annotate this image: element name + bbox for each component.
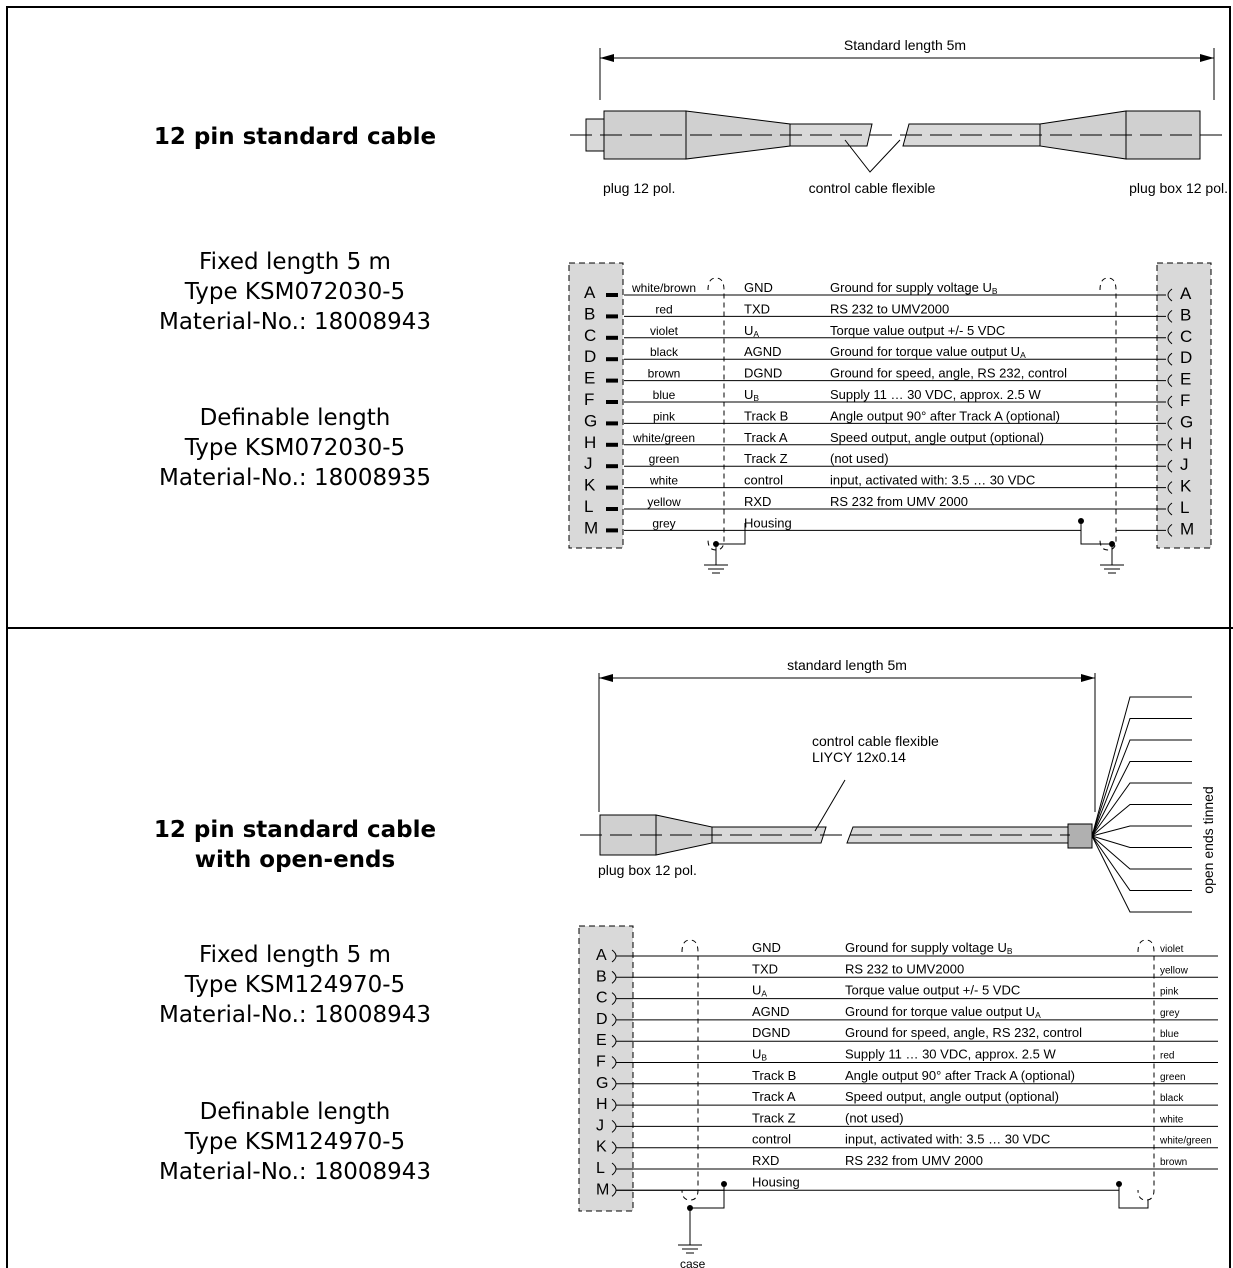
- pin-label-left: F: [584, 390, 595, 409]
- signal-description: Torque value output +/- 5 VDC: [830, 322, 1006, 338]
- wiring-row-F: [584, 387, 1190, 410]
- signal-description: input, activated with: 3.5 … 30 VDC: [830, 472, 1036, 488]
- section1-fixed-line1: Fixed length 5 m: [199, 249, 391, 275]
- signal-description: Speed output, angle output (optional): [830, 429, 1044, 445]
- signal-label: DGND: [744, 365, 783, 381]
- wire-color-label: violet: [1160, 944, 1184, 955]
- wire-color-label: blue: [652, 388, 676, 402]
- pin-label-left: K: [584, 475, 596, 495]
- plug-connector-box: [569, 263, 623, 548]
- pin-label: C: [596, 989, 608, 1007]
- signal-label: RXD: [744, 494, 772, 509]
- wire-color-label: green: [1160, 1071, 1186, 1083]
- wire-color-label: grey: [652, 516, 676, 531]
- pin-stub: [606, 293, 618, 297]
- pin-label-right: L: [1180, 498, 1190, 517]
- cable-end-sleeve: [1068, 824, 1092, 848]
- signal-description: Speed output, angle output (optional): [845, 1089, 1059, 1105]
- signal-description: Ground for torque value output UA: [845, 1003, 1041, 1020]
- signal-description: RS 232 to UMV2000: [830, 301, 950, 317]
- pin-label-right: M: [1180, 519, 1195, 539]
- pin-label-right: G: [1180, 412, 1194, 432]
- signal-label: Track Z: [744, 451, 788, 467]
- signal-label: Track B: [744, 408, 789, 424]
- wiring-row-L: [596, 1153, 1218, 1177]
- open-end-wire: [1092, 826, 1192, 836]
- wiring-row-J: [584, 451, 1189, 474]
- wiring-row-M: [596, 1174, 1119, 1198]
- section1-def-line1: Definable length: [199, 405, 391, 431]
- signal-label: control: [744, 472, 784, 488]
- section1-fixed-line2: Type KSM072030-5: [184, 279, 406, 305]
- pin-stub: [606, 314, 618, 318]
- plugbox-label-2: plug box 12 pol.: [598, 862, 697, 878]
- open-ends-fan: [1092, 697, 1192, 912]
- signal-label: DGND: [752, 1025, 791, 1041]
- signal-description: Ground for supply voltage UB: [845, 940, 1013, 956]
- pin-label-right: C: [1180, 326, 1193, 346]
- pin-stub: [606, 400, 618, 404]
- pin-stub: [606, 379, 618, 383]
- signal-description: Supply 11 … 30 VDC, approx. 2.5 W: [845, 1046, 1056, 1062]
- wire-color-label: green: [648, 452, 680, 467]
- section1-title-text: 12 pin standard cable: [153, 124, 437, 150]
- wire-color-label: violet: [649, 323, 679, 338]
- signal-label: Track Z: [752, 1110, 796, 1126]
- wire-color-label: pink: [1160, 986, 1179, 998]
- case-label: case: [680, 1257, 706, 1268]
- wire-color-label: blue: [1160, 1029, 1179, 1041]
- pin-label: F: [596, 1053, 606, 1071]
- pin-label: D: [596, 1010, 608, 1028]
- pin-label-left: E: [584, 368, 596, 388]
- open-end-wire: [1092, 836, 1192, 891]
- signal-label: AGND: [744, 344, 782, 360]
- pin-label-right: F: [1180, 391, 1191, 410]
- pin-label: E: [596, 1032, 607, 1050]
- wire-color-label: white/green: [1160, 1135, 1212, 1147]
- shield-right-2: [1138, 940, 1154, 1200]
- section1-cable-drawing: [570, 37, 1230, 196]
- signal-description: (not used): [830, 451, 889, 467]
- signal-label: GND: [744, 280, 773, 295]
- wiring-row-D: [584, 344, 1192, 367]
- signal-description: RS 232 from UMV 2000: [830, 494, 969, 509]
- section1-def-line2: Type KSM072030-5: [184, 435, 406, 461]
- section2-title-line2: with open-ends: [194, 847, 396, 873]
- pin-label: J: [596, 1117, 604, 1135]
- wiring-row-L: [584, 494, 1189, 517]
- pin-label-left: L: [584, 497, 594, 516]
- signal-description: RS 232 from UMV 2000: [845, 1153, 984, 1168]
- wire-color-label: white/green: [632, 430, 696, 445]
- section2-title-line1: 12 pin standard cable: [153, 817, 437, 843]
- open-end-wire: [1092, 719, 1192, 837]
- pin-label-left: H: [584, 432, 597, 452]
- signal-label: control: [752, 1131, 792, 1147]
- pin-label: A: [596, 947, 607, 964]
- section2-def-line2: Type KSM124970-5: [184, 1129, 406, 1155]
- pin-label: L: [596, 1160, 605, 1177]
- plugbox-label: plug box 12 pol.: [1129, 180, 1228, 196]
- wire-color-label: brown: [647, 366, 681, 381]
- pin-label-left: M: [584, 518, 599, 538]
- signal-label: TXD: [744, 301, 770, 317]
- wiring-row-B: [584, 301, 1191, 324]
- wire-color-label: black: [649, 345, 679, 360]
- signal-label: UA: [744, 322, 760, 339]
- pin-stub: [606, 507, 618, 511]
- pin-label: B: [596, 968, 607, 986]
- open-ends-label: open ends tinned: [1200, 786, 1216, 894]
- pin-label-left: C: [584, 325, 597, 345]
- length-label-2: standard length 5m: [787, 657, 907, 673]
- signal-label: AGND: [752, 1003, 790, 1019]
- pin-label: G: [596, 1074, 609, 1092]
- wire-color-label: white: [1160, 1114, 1184, 1126]
- open-end-wire: [1092, 836, 1192, 848]
- wiring-row-K: [584, 473, 1192, 496]
- pin-stub: [606, 464, 618, 468]
- wire-color-label: brown: [1160, 1157, 1188, 1168]
- pin-label-left: J: [584, 454, 593, 474]
- wiring-row-C: [584, 323, 1192, 346]
- wire-color-label: white/brown: [631, 281, 697, 295]
- signal-label: GND: [752, 940, 781, 955]
- section2-def-line3: Material-No.: 18008943: [158, 1159, 432, 1185]
- wire-color-label: yellow: [1160, 965, 1188, 977]
- pin-stub: [606, 528, 618, 532]
- wiring-row-H: [584, 430, 1192, 453]
- signal-label: UA: [752, 982, 768, 999]
- section1-def-line3: Material-No.: 18008935: [158, 465, 432, 491]
- pin-label-right: J: [1180, 455, 1189, 475]
- pin-label-left: G: [584, 411, 598, 431]
- section2-fixed-line1: Fixed length 5 m: [199, 942, 391, 968]
- signal-description: RS 232 to UMV2000: [845, 961, 965, 977]
- pin-label-right: K: [1180, 476, 1192, 496]
- pin-label-right: B: [1180, 305, 1192, 325]
- wire-color-label: red: [655, 302, 673, 317]
- signal-label: Track A: [752, 1089, 796, 1105]
- pin-label: M: [596, 1181, 610, 1199]
- section2-fixed-line2: Type KSM124970-5: [184, 972, 406, 998]
- pin-label-left: A: [584, 283, 596, 302]
- section1-fixed-line3: Material-No.: 18008943: [158, 309, 432, 335]
- cable-label-2-line1: control cable flexible: [812, 733, 939, 749]
- pin-stub: [606, 357, 618, 361]
- pin-stub: [606, 486, 618, 490]
- pin-label-right: A: [1180, 284, 1192, 303]
- wiring-row-A: [584, 280, 1192, 303]
- wire-color-label: grey: [1160, 1007, 1180, 1019]
- signal-description: Angle output 90° after Track A (optional): [845, 1067, 1075, 1083]
- wire-color-label: white: [649, 473, 679, 488]
- wire-color-label: red: [1160, 1050, 1175, 1062]
- signal-description: Ground for speed, angle, RS 232, control: [830, 365, 1068, 381]
- signal-label: Track A: [744, 429, 788, 445]
- wire-color-label: yellow: [647, 495, 681, 509]
- plug-label: plug 12 pol.: [603, 180, 676, 196]
- section2-fixed-line3: Material-No.: 18008943: [158, 1002, 432, 1028]
- signal-description: Ground for supply voltage UB: [830, 280, 998, 296]
- signal-description: Torque value output +/- 5 VDC: [845, 982, 1021, 998]
- wiring-row-E: [584, 366, 1191, 389]
- signal-description: Ground for torque value output UA: [830, 344, 1026, 361]
- pin-stub: [606, 443, 618, 447]
- signal-label: RXD: [752, 1153, 780, 1168]
- signal-description: Supply 11 … 30 VDC, approx. 2.5 W: [830, 387, 1041, 402]
- signal-label: UB: [744, 387, 760, 403]
- signal-description: input, activated with: 3.5 … 30 VDC: [845, 1131, 1051, 1147]
- wiring-row-M: [584, 515, 1194, 538]
- signal-label: Housing: [744, 515, 792, 531]
- signal-label: UB: [752, 1046, 768, 1063]
- section2-wiring-diagram: [579, 926, 1218, 1268]
- pin-label-right: D: [1180, 348, 1193, 368]
- wiring-row-G: [584, 408, 1193, 431]
- pin-label-left: B: [584, 304, 596, 324]
- wiring-row-H: [596, 1089, 1218, 1113]
- signal-description: Angle output 90° after Track A (optional): [830, 408, 1060, 424]
- shield-left-2: [682, 940, 698, 1200]
- signal-description: (not used): [845, 1110, 904, 1126]
- pin-label: K: [596, 1138, 607, 1156]
- open-end-wire: [1092, 805, 1192, 837]
- wire-color-label: pink: [652, 409, 676, 424]
- pin-label-right: E: [1180, 369, 1192, 389]
- pin-label: H: [596, 1096, 608, 1114]
- pin-stub: [606, 421, 618, 425]
- signal-label: Track B: [752, 1067, 797, 1083]
- cable-label-2-line2: LIYCY 12x0.14: [812, 749, 906, 765]
- section1-wiring-diagram: [569, 263, 1211, 573]
- pin-label-left: D: [584, 347, 597, 367]
- pin-stub: [606, 336, 618, 340]
- pin-label-right: H: [1180, 433, 1193, 453]
- length-label: Standard length 5m: [843, 37, 967, 53]
- cable-label: control cable flexible: [808, 180, 936, 196]
- signal-label: TXD: [752, 961, 778, 977]
- wire-color-label: black: [1160, 1093, 1184, 1105]
- section2-cable-drawing: [580, 657, 1216, 912]
- signal-description: Ground for speed, angle, RS 232, control: [845, 1025, 1083, 1041]
- section2-def-line1: Definable length: [199, 1099, 391, 1125]
- signal-label: Housing: [752, 1174, 800, 1190]
